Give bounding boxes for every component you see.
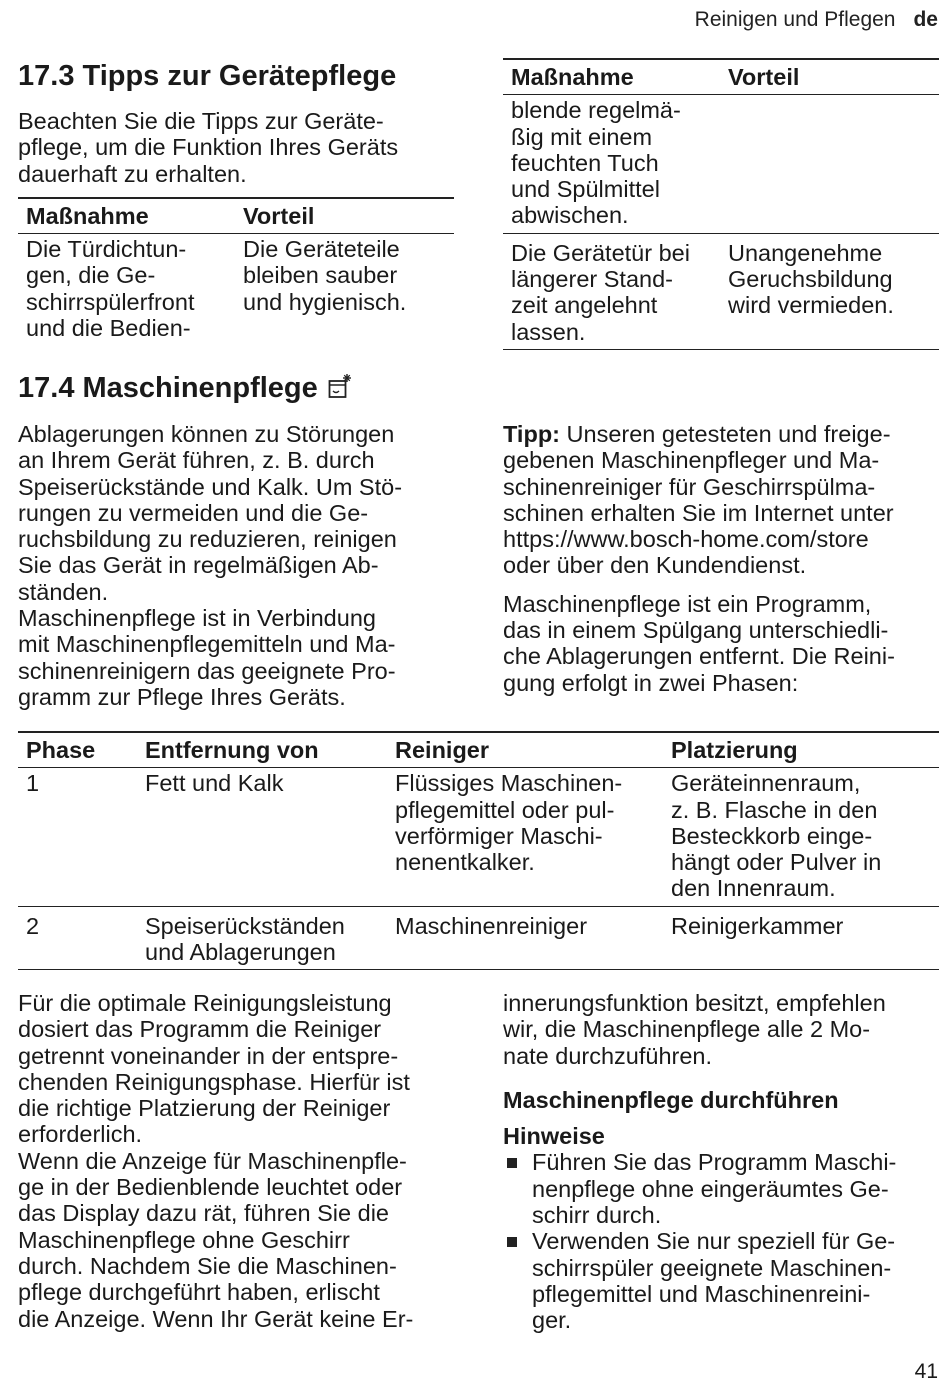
table-cell [720,233,939,349]
text-line: gen, die Ge- [26,262,156,289]
table-cell [663,906,939,970]
subsection-title: Maschinenpflege durchführen [503,1086,839,1113]
column-header-benefit: Vorteil [235,198,454,234]
list-item [503,1149,943,1228]
page-number: 41 [914,1360,938,1383]
text-line: schinen erhalten Sie im Internet unter [503,499,894,526]
column-header-benefit: Vorteil [720,59,939,95]
bullet-square-icon [507,1237,517,1247]
column-header-measure: Maßnahme [503,59,720,95]
table-cell [137,906,387,970]
text-line: und Spülmittel [511,176,660,203]
text-line: Speiserückstände und Kalk. Um Stö- [18,473,403,500]
text-line: Maschinenpflege ist in Verbindung [18,605,376,632]
text-line: den Innenraum. [671,875,836,902]
text-line: zeit angelehnt [511,292,658,319]
cleaning-performance-text [18,990,468,1332]
text-line: feuchten Tuch [511,149,659,176]
text-line: Maschinenreiniger [395,912,588,939]
notes-title: Hinweise [503,1123,605,1150]
text-line: Ablagerungen können zu Störungen [18,421,395,447]
text-line: chenden Reinigungsphase. Hierfür ist [18,1068,410,1095]
column-header-removal: Entfernung von [137,732,387,768]
text-line: Fett und Kalk [145,770,284,797]
tip-note [503,421,943,696]
text-line: das Display dazu rät, führen Sie die [18,1200,389,1227]
table-cell [18,234,235,346]
text-line: Wenn die Anzeige für Maschinenpfle- [18,1147,407,1174]
text-line: und Ablagerungen [145,939,336,966]
text-line: Sie das Gerät in regelmäßigen Ab- [18,552,379,579]
column-header-phase: Phase [18,732,137,768]
table-cell [720,95,939,233]
text-line: schirrspülerfront [26,288,195,315]
text-line: Reinigerkammer [671,912,844,939]
text-line: che Ablagerungen entfernt. Die Reini- [503,643,895,670]
notes-list [503,1149,943,1333]
care-tips-table-continued [503,58,939,350]
text-line: Unseren getesteten und freige- [560,421,891,447]
text-line: durch. Nachdem Sie die Maschinen- [18,1252,397,1279]
text-line: Speiserückständen [145,912,345,939]
text-line: wir, die Maschinenpflege alle 2 Mo- [503,1016,871,1043]
text-line: hängt oder Pulver in [671,849,882,876]
text-line: Für die optimale Reinigungsleistung [18,990,392,1016]
phase-table-wrapper [18,731,939,970]
table-row [18,768,939,906]
table-cell [137,768,387,906]
language-code: de [913,8,938,31]
care-tips-table-part2 [503,58,939,350]
table-cell [663,768,939,906]
text-line: z. B. Flasche in den [671,796,878,823]
text-line: und die Bedien- [26,315,191,342]
text-line: abwischen. [511,202,629,229]
text-line: schirrspüler geeignete Maschinen- [532,1254,892,1281]
text-line: Maschinenpflege ohne Geschirr [18,1226,350,1253]
text-line: Geräteinnenraum, [671,770,861,797]
text-line: nate durchzuführen. [503,1042,713,1069]
text-line: nenentkalker. [395,849,535,876]
bullet-square-icon [507,1158,517,1168]
column-header-cleaner: Reiniger [387,732,663,768]
section-title-17-3: 17.3 Tipps zur Gerätepflege [18,60,397,92]
text-line: an Ihrem Gerät führen, z. B. durch [18,447,375,474]
table-cell [387,906,663,970]
text-line: Besteckkorb einge- [671,822,873,849]
text-line: ßig mit einem [511,123,653,150]
table-cell [503,233,720,349]
tip-label: Tipp: [503,421,560,447]
text-line: Beachten Sie die Tipps zur Geräte- [18,108,384,134]
text-line: schirr durch. [532,1202,662,1229]
text-line: längerer Stand- [511,266,673,293]
section-17-3 [18,58,454,345]
text-line: oder über den Kundendienst. [503,552,807,579]
text-line: nenpflege ohne eingeräumtes Ge- [532,1175,889,1202]
machine-care-intro [18,421,454,710]
table-row [18,906,939,970]
text-line: verförmiger Maschi- [395,822,603,849]
running-header [695,8,938,32]
text-line: rungen zu vermeiden und die Ge- [18,499,369,526]
text-line: mit Maschinenpflegemitteln und Ma- [18,631,396,658]
text-line: Unangenehme [728,239,883,266]
text-line: Verwenden Sie nur speziell für Ge- [532,1228,896,1255]
text-line: blende regelmä- [511,97,681,124]
phase-table [18,731,939,970]
text-line: Die Türdichtun- [26,236,187,263]
table-cell [387,768,663,906]
table-cell: 2 [18,906,137,970]
text-line: dosiert das Programm die Reiniger [18,1016,382,1043]
section-title-17-4: 17.4 Maschinenpflege [18,372,318,404]
text-line: Maschinenpflege ist ein Programm, [503,590,872,617]
care-tips-table-part1 [18,197,454,345]
text-line: ger. [532,1307,572,1334]
table-cell [503,95,720,233]
column-header-placement: Platzierung [663,732,939,768]
text-line: gramm zur Pflege Ihres Geräts. [18,683,346,710]
text-line: dauerhaft zu erhalten. [18,160,247,187]
text-line: ständen. [18,578,109,605]
intro-paragraph [18,108,454,187]
text-line: wird vermieden. [728,292,894,319]
column-header-measure: Maßnahme [18,198,235,234]
machine-care-icon [328,373,352,404]
table-cell: 1 [18,768,137,906]
store-link[interactable]: https://www.bosch-home.com/store [503,526,869,553]
text-line: ruchsbildung zu reduzieren, reinigen [18,526,397,553]
text-line: schinenreinigern das geeignete Pro- [18,657,396,684]
text-line: pflegemittel oder pul- [395,796,615,823]
text-line: lassen. [511,318,586,345]
table-cell [235,234,454,346]
text-line: pflege, um die Funktion Ihres Geräts [18,134,399,161]
text-line: die Anzeige. Wenn Ihr Gerät keine Er- [18,1305,414,1332]
text-line: schinenreiniger für Geschirrspülma- [503,473,876,500]
text-line: ge in der Bedienblende leuchtet oder [18,1174,403,1201]
text-line: innerungsfunktion besitzt, empfehlen [503,990,886,1016]
recommendation-text [503,990,943,1334]
header-section-title: Reinigen und Pflegen [694,8,896,31]
program-description [503,591,943,696]
text-line: das in einem Spülgang unterschiedli- [503,617,889,644]
text-line: Führen Sie das Programm Maschi- [532,1149,897,1176]
text-line: Die Gerätetür bei [511,239,690,266]
text-line: bleiben sauber [243,262,398,289]
text-line: gung erfolgt in zwei Phasen: [503,669,799,696]
text-line: die richtige Platzierung der Reiniger [18,1095,391,1122]
text-line: getrennt voneinander in der entspre- [18,1042,399,1069]
text-line: erforderlich. [18,1121,143,1148]
text-line: gebenen Maschinenpfleger und Ma- [503,447,880,474]
text-line: Geruchsbildung [728,266,893,293]
text-line: Die Geräteteile [243,236,400,263]
list-item [503,1228,943,1333]
text-line: und hygienisch. [243,288,407,315]
text-line: pflege durchgeführt haben, erlischt [18,1279,380,1306]
section-17-4-heading [18,370,458,406]
text-line: pflegemittel und Maschinenreini- [532,1280,871,1307]
text-line: Flüssiges Maschinen- [395,770,623,797]
